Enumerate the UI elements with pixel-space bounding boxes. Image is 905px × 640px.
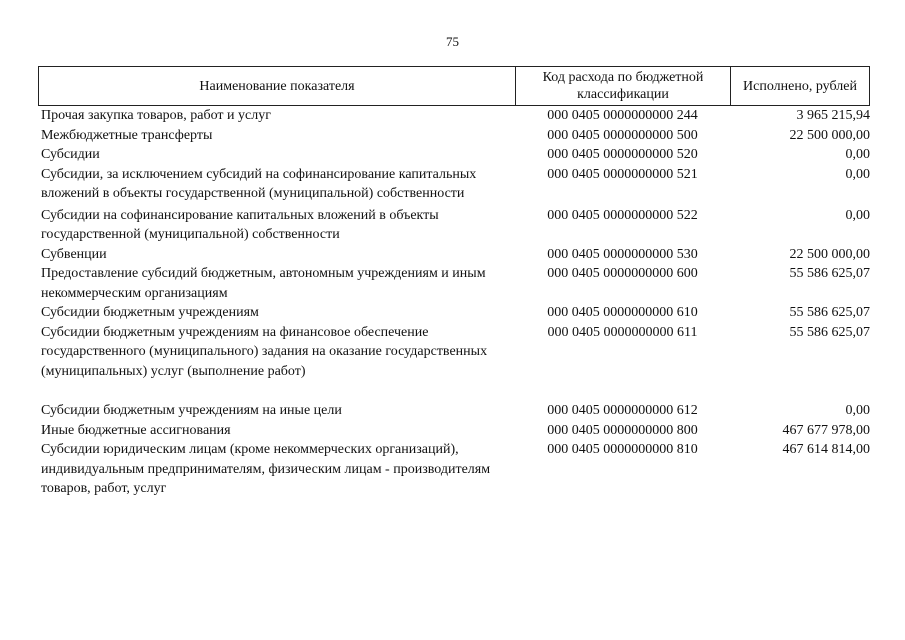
table-row (38, 106, 870, 126)
row-code: 000 0405 0000000000 521 (547, 166, 698, 182)
row-amount: 0,00 (845, 147, 870, 162)
row-amount: 55 586 625,07 (789, 324, 870, 340)
row-code: 000 0405 0000000000 800 (547, 422, 698, 438)
row-amount: 467 677 978,00 (782, 422, 870, 438)
table-row (38, 264, 870, 303)
row-amount: 55 586 625,07 (789, 266, 870, 281)
header-code: Код расхода по бюджетной классификации (516, 67, 731, 105)
table-row (38, 323, 870, 382)
row-amount: 22 500 000,00 (789, 127, 870, 143)
row-amount: 0,00 (845, 207, 870, 223)
row-name: Субвенции (41, 246, 107, 262)
page-number: 75 (446, 34, 459, 49)
row-amount: 3 965 215,94 (796, 108, 870, 123)
row-name: Иные бюджетные ассигнования (41, 422, 231, 438)
row-code: 000 0405 0000000000 500 (547, 127, 698, 143)
header-amount: Исполнено, рублей (743, 78, 857, 94)
row-code: 000 0405 0000000000 522 (547, 207, 698, 223)
row-code: 000 0405 0000000000 530 (547, 246, 698, 262)
table-row (38, 206, 870, 245)
row-name: Предоставление субсидий бюджетным, автономным учреждениям и иным некоммерческим организациям (41, 266, 486, 301)
row-code: 000 0405 0000000000 611 (547, 324, 698, 340)
table-row (38, 245, 870, 265)
table-row (38, 401, 870, 421)
row-code: 000 0405 0000000000 244 (547, 108, 698, 123)
row-code: 000 0405 0000000000 810 (547, 442, 698, 457)
row-amount: 467 614 814,00 (782, 442, 870, 457)
row-name: Субсидии юридическим лицам (кроме некоммерческих организаций), индивидуальным предпринимателям, физическим лицам - производителям товаров, работ, услуг (41, 442, 491, 496)
row-name: Субсидии бюджетным учреждениям (41, 305, 259, 320)
row-amount: 22 500 000,00 (789, 246, 870, 262)
table-row (38, 126, 870, 146)
row-name: Субсидии бюджетным учреждениям на финансовое обеспечение государственного (муниципального) задания на оказание государственных (муниципальных) услуг (выполнение работ) (41, 324, 488, 379)
row-amount: 0,00 (845, 403, 870, 418)
row-name: Прочая закупка товаров, работ и услуг (41, 108, 271, 123)
row-name: Субсидии на софинансирование капитальных вложений в объекты государственной (муниципальной) собственности (41, 207, 439, 242)
row-code: 000 0405 0000000000 610 (547, 305, 698, 320)
row-code: 000 0405 0000000000 520 (547, 147, 698, 162)
row-amount: 0,00 (845, 166, 870, 182)
row-code: 000 0405 0000000000 612 (547, 403, 698, 418)
row-name: Межбюджетные трансферты (41, 127, 213, 143)
table-row (38, 303, 870, 323)
table-row (38, 440, 870, 499)
row-amount: 55 586 625,07 (789, 305, 870, 320)
table-header (38, 66, 870, 106)
header-name: Наименование показателя (39, 67, 516, 105)
row-code: 000 0405 0000000000 600 (547, 266, 698, 281)
table-row (38, 421, 870, 441)
row-name: Субсидии бюджетным учреждениям на иные цели (41, 403, 342, 418)
row-name: Субсидии (41, 147, 100, 162)
table-row (38, 165, 870, 204)
table-row (38, 145, 870, 165)
row-name: Субсидии, за исключением субсидий на софинансирование капитальных вложений в объекты государственной (муниципальной) собственности (41, 166, 477, 201)
table-body (38, 106, 870, 499)
